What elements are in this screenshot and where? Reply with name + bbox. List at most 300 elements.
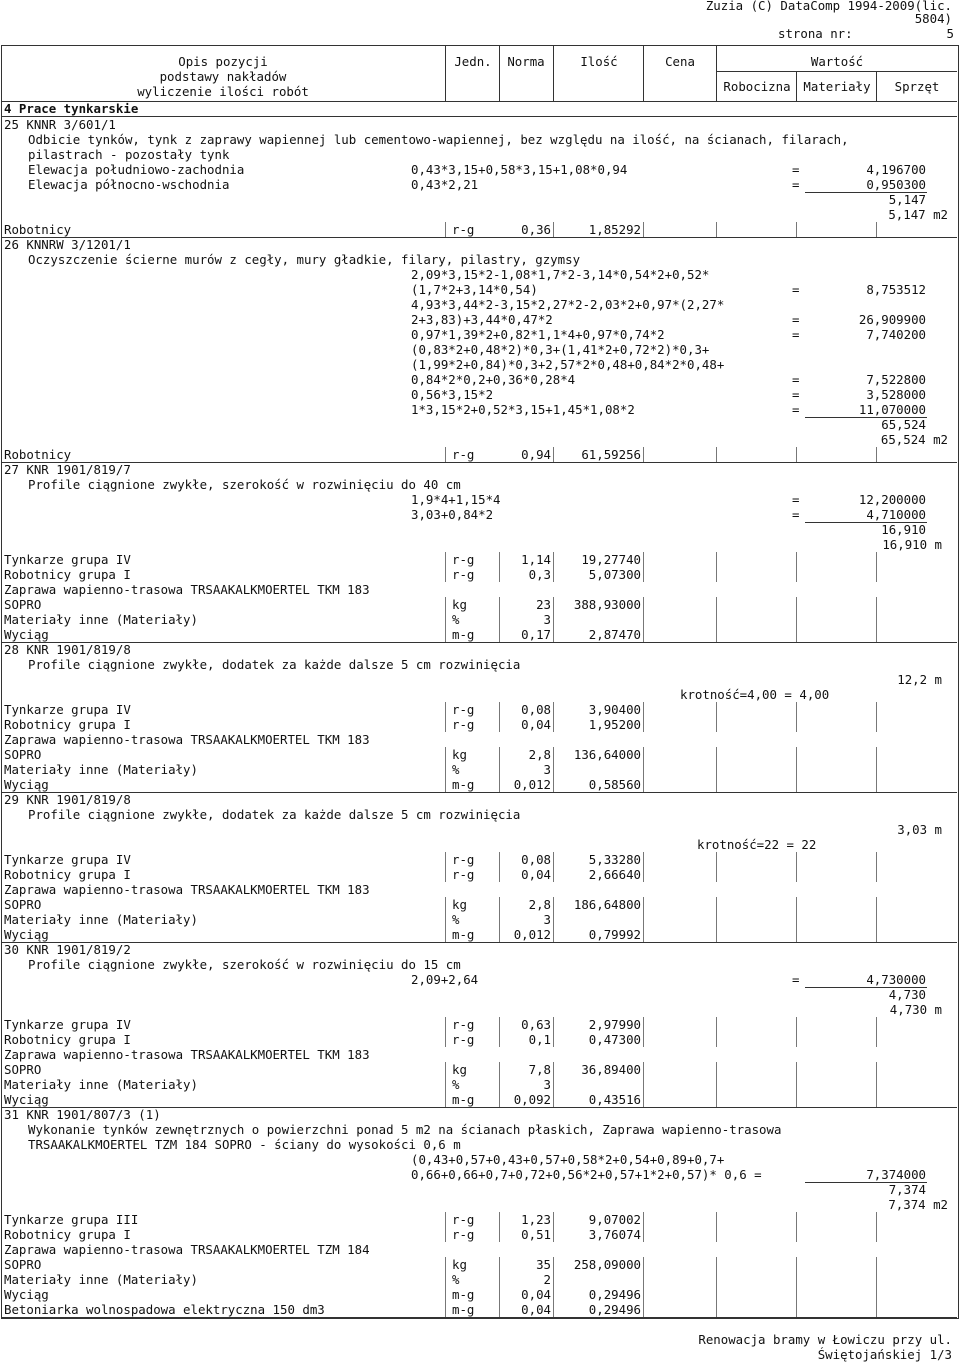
grid-line: [716, 1257, 717, 1272]
resource-unit: r-g: [452, 717, 475, 732]
p29-code: 29 KNR 1901/819/8: [4, 792, 131, 807]
grid-line: [876, 897, 877, 912]
p27-v2: 4,710000: [866, 507, 926, 522]
grid-line: [499, 1062, 500, 1077]
resource-unit: r-g: [452, 1017, 475, 1032]
grid-line: [796, 762, 797, 777]
grid-line: [553, 702, 554, 717]
resource-name: Robotnicy: [4, 447, 72, 462]
resource-unit: m-g: [452, 1287, 475, 1302]
resource-name: Betoniarka wolnospadowa elektryczna 150 dm3: [4, 1302, 325, 1317]
grid-line: [553, 1287, 554, 1302]
grid-line: [643, 1017, 644, 1032]
resource-norma: 3: [543, 912, 551, 927]
resource-ilosc: 36,89400: [581, 1062, 641, 1077]
copyright-line2: 5804): [914, 11, 952, 26]
grid-line: [716, 897, 717, 912]
grid-line: [876, 852, 877, 867]
grid-line: [553, 747, 554, 762]
p27-f1: 1,9*4+1,15*4: [411, 492, 501, 507]
resource-name: Zaprawa wapienno-trasowa TRSAAKALKMOERTEL TKM 183: [4, 1047, 370, 1062]
grid-line: [499, 597, 500, 612]
grid-line: [796, 852, 797, 867]
grid-line: [499, 1302, 500, 1317]
grid-line: [796, 612, 797, 627]
p26-total: 65,524 m2: [880, 432, 948, 447]
grid-line: [445, 1302, 446, 1317]
grid-line: [876, 762, 877, 777]
grid-line: [796, 867, 797, 882]
p25-code: 25 KNNR 3/601/1: [4, 117, 116, 132]
grid-line: [716, 1077, 717, 1092]
p27-eq: =: [792, 492, 800, 507]
grid-line: [643, 1302, 644, 1317]
p26-v3: 7,740200: [866, 327, 926, 342]
grid-line: [716, 1092, 717, 1107]
grid-line: [553, 1062, 554, 1077]
resource-unit: r-g: [452, 852, 475, 867]
grid-line: [716, 702, 717, 717]
resource-unit: r-g: [452, 1032, 475, 1047]
p25-c2-val: 0,950300: [866, 177, 926, 192]
p26-v6: 11,070000: [858, 402, 926, 417]
grid-line: [499, 852, 500, 867]
grid-line: [876, 1272, 877, 1287]
resource-name: Wyciąg: [4, 627, 49, 642]
grid-line: [716, 912, 717, 927]
resource-ilosc: 3,76074: [588, 1227, 641, 1242]
p25-total: 5,147 m2: [888, 207, 948, 222]
grid-line: [643, 777, 644, 792]
resource-norma: 0,012: [513, 927, 551, 942]
position-separator: [1, 642, 957, 643]
grid-line: [876, 867, 877, 882]
grid-line: [499, 762, 500, 777]
grid-line: [876, 627, 877, 642]
grid-line: [499, 567, 500, 582]
grid-line: [553, 612, 554, 627]
p30-eq: =: [792, 972, 800, 987]
grid-line: [499, 867, 500, 882]
grid-line: [553, 1257, 554, 1272]
resource-name: Wyciąg: [4, 927, 49, 942]
grid-line: [716, 552, 717, 567]
p26-desc1: Oczyszczenie ścierne murów z cegły, mury gładkie, filary, pilastry, gzymsy: [28, 252, 581, 267]
grid-line: [796, 1272, 797, 1287]
resource-norma: 1,14: [521, 552, 551, 567]
col-materialy: Materiały: [803, 79, 871, 94]
resource-norma: 0,36: [521, 222, 551, 237]
p25-c1-eq: =: [792, 162, 800, 177]
grid-line: [876, 777, 877, 792]
resource-ilosc: 3,90400: [588, 702, 641, 717]
grid-line: [445, 717, 446, 732]
p26-f5: 0,56*3,15*2: [411, 387, 494, 402]
p28-code: 28 KNR 1901/819/8: [4, 642, 131, 657]
resource-name: Wyciąg: [4, 1092, 49, 1107]
resource-unit: %: [452, 912, 460, 927]
grid-line: [553, 1092, 554, 1107]
resource-unit: r-g: [452, 552, 475, 567]
grid-line: [553, 552, 554, 567]
grid-line: [876, 1212, 877, 1227]
p25-c1-label: Elewacja południowo-zachodnia: [28, 162, 245, 177]
grid-line: [499, 912, 500, 927]
p26-f4a: (0,83*2+0,48*2)*0,3+(1,41*2+0,72*2)*0,3+: [411, 342, 710, 357]
resource-name: Wyciąg: [4, 1287, 49, 1302]
resource-name: Materiały inne (Materiały): [4, 1077, 198, 1092]
p27-eq: =: [792, 507, 800, 522]
grid-line: [796, 1017, 797, 1032]
grid-line: [553, 567, 554, 582]
p30-total: 4,730 m: [889, 1002, 942, 1017]
p29-desc1: Profile ciągnione zwykłe, dodatek za każde dalsze 5 cm rozwinięcia: [28, 807, 521, 822]
p31-f1b: 0,66+0,66+0,7+0,72+0,56*2+0,57+1*2+0,57)* 0,6 =: [411, 1167, 762, 1182]
resource-norma: 0,08: [521, 852, 551, 867]
grid-line: [796, 1257, 797, 1272]
resource-unit: r-g: [452, 702, 475, 717]
col-ilosc: Ilość: [580, 54, 618, 69]
grid-line: [445, 1032, 446, 1047]
grid-line: [876, 1017, 877, 1032]
grid-line: [876, 1302, 877, 1317]
resource-norma: 1,23: [521, 1212, 551, 1227]
resource-ilosc: 0,29496: [588, 1302, 641, 1317]
grid-line: [796, 927, 797, 942]
grid-line: [796, 717, 797, 732]
resource-name: Tynkarze grupa IV: [4, 852, 131, 867]
p27-v1: 12,200000: [858, 492, 926, 507]
col-cena: Cena: [665, 54, 695, 69]
grid-line: [553, 852, 554, 867]
col-opis-3: wyliczenie ilości robót: [137, 84, 309, 99]
grid-line: [643, 1287, 644, 1302]
resource-ilosc: 258,09000: [573, 1257, 641, 1272]
resource-norma: 0,17: [521, 627, 551, 642]
resource-norma: 0,94: [521, 447, 551, 462]
footer-line2: Świętojańskiej 1/3: [817, 1347, 952, 1362]
resource-name: SOPRO: [4, 1062, 42, 1077]
resource-ilosc: 186,64800: [573, 897, 641, 912]
grid-line: [553, 777, 554, 792]
resource-unit: %: [452, 762, 460, 777]
grid-line: [643, 1062, 644, 1077]
resource-unit: m-g: [452, 927, 475, 942]
p29-total: 3,03 m: [897, 822, 942, 837]
grid-line: [445, 867, 446, 882]
grid-line: [716, 717, 717, 732]
p26-f2b: 2+3,83)+3,44*0,47*2: [411, 312, 553, 327]
grid-line: [643, 867, 644, 882]
grid-line: [445, 747, 446, 762]
resource-name: Zaprawa wapienno-trasowa TRSAAKALKMOERTEL TZM 184: [4, 1242, 370, 1257]
resource-name: Zaprawa wapienno-trasowa TRSAAKALKMOERTEL TKM 183: [4, 732, 370, 747]
grid-line: [796, 1227, 797, 1242]
grid-line: [445, 552, 446, 567]
p26-eq: =: [792, 282, 800, 297]
grid-line: [716, 1062, 717, 1077]
grid-line: [643, 1077, 644, 1092]
p25-sum: 5,147: [888, 192, 926, 207]
resource-norma: 2,8: [528, 747, 551, 762]
resource-unit: m-g: [452, 777, 475, 792]
grid-line: [643, 597, 644, 612]
resource-name: Robotnicy grupa I: [4, 1032, 131, 1047]
grid-line: [796, 1077, 797, 1092]
p26-v5: 3,528000: [866, 387, 926, 402]
grid-line: [796, 1032, 797, 1047]
grid-line: [796, 777, 797, 792]
resource-unit: %: [452, 1272, 460, 1287]
resource-name: Tynkarze grupa III: [4, 1212, 139, 1227]
grid-line: [643, 747, 644, 762]
p31-total: 7,374 m2: [888, 1197, 948, 1212]
resource-norma: 2,8: [528, 897, 551, 912]
grid-line: [716, 627, 717, 642]
p26-f6: 1*3,15*2+0,52*3,15+1,45*1,08*2: [411, 402, 635, 417]
p30-sum: 4,730: [888, 987, 926, 1002]
grid-line: [643, 1227, 644, 1242]
p31-f1a: (0,43+0,57+0,43+0,57+0,58*2+0,54+0,89+0,7+: [411, 1152, 725, 1167]
p26-f4c: 0,84*2*0,2+0,36*0,28*4: [411, 372, 576, 387]
resource-ilosc: 1,95200: [588, 717, 641, 732]
grid-line: [876, 1062, 877, 1077]
resource-ilosc: 0,29496: [588, 1287, 641, 1302]
grid-line: [553, 1302, 554, 1317]
grid-line: [445, 1062, 446, 1077]
col-robocizna: Robocizna: [723, 79, 791, 94]
grid-line: [876, 1032, 877, 1047]
grid-line: [553, 912, 554, 927]
p31-desc2: TRSAAKALKMOERTEL TZM 184 SOPRO - ściany do wysokości 0,6 m: [28, 1137, 461, 1152]
grid-line: [445, 1077, 446, 1092]
grid-line: [716, 1212, 717, 1227]
p25-desc2: pilastrach - pozostały tynk: [28, 147, 230, 162]
resource-unit: r-g: [452, 222, 475, 237]
grid-line: [796, 897, 797, 912]
col-opis-2: podstawy nakładów: [159, 69, 287, 84]
resource-unit: kg: [452, 597, 467, 612]
grid-line: [553, 627, 554, 642]
resource-norma: 0,04: [521, 1302, 551, 1317]
resource-name: Wyciąg: [4, 777, 49, 792]
resource-unit: %: [452, 1077, 460, 1092]
resource-ilosc: 61,59256: [581, 447, 641, 462]
grid-line: [796, 747, 797, 762]
resource-norma: 7,8: [528, 1062, 551, 1077]
col-sprzet: Sprzęt: [894, 79, 940, 94]
resource-name: Robotnicy grupa I: [4, 867, 131, 882]
p30-desc1: Profile ciągnione zwykłe, szerokość w rozwinięciu do 15 cm: [28, 957, 461, 972]
resource-norma: 0,04: [521, 867, 551, 882]
grid-line: [643, 552, 644, 567]
grid-line: [643, 1212, 644, 1227]
position-separator: [1, 1317, 957, 1318]
grid-line: [876, 1257, 877, 1272]
grid-line: [553, 927, 554, 942]
resource-unit: kg: [452, 897, 467, 912]
resource-name: Materiały inne (Materiały): [4, 912, 198, 927]
p28-desc1: Profile ciągnione zwykłe, dodatek za każde dalsze 5 cm rozwinięcia: [28, 657, 521, 672]
grid-line: [796, 702, 797, 717]
p26-eq: =: [792, 312, 800, 327]
resource-ilosc: 0,43516: [588, 1092, 641, 1107]
p30-f1: 2,09+2,64: [411, 972, 479, 987]
page-number: 5: [946, 26, 954, 41]
resource-name: Robotnicy: [4, 222, 72, 237]
grid-line: [716, 1287, 717, 1302]
col-opis-1: Opis pozycji: [178, 54, 268, 69]
resource-name: Robotnicy grupa I: [4, 567, 131, 582]
resource-unit: r-g: [452, 1212, 475, 1227]
grid-line: [716, 777, 717, 792]
grid-line: [796, 1287, 797, 1302]
p28-total: 12,2 m: [897, 672, 942, 687]
grid-line: [445, 567, 446, 582]
resource-ilosc: 5,33280: [588, 852, 641, 867]
grid-line: [553, 1227, 554, 1242]
grid-line: [716, 1032, 717, 1047]
resource-norma: 3: [543, 762, 551, 777]
grid-line: [445, 1272, 446, 1287]
p26-eq: =: [792, 387, 800, 402]
resource-unit: r-g: [452, 867, 475, 882]
p26-f4b: (1,99*2+0,84)*0,3+2,57*2*0,48+0,84*2*0,48+: [411, 357, 725, 372]
grid-line: [796, 1302, 797, 1317]
grid-line: [716, 612, 717, 627]
resource-norma: 0,08: [521, 702, 551, 717]
p27-sum: 16,910: [881, 522, 926, 537]
grid-line: [643, 612, 644, 627]
grid-line: [499, 1017, 500, 1032]
p31-code: 31 KNR 1901/807/3 (1): [4, 1107, 161, 1122]
grid-line: [643, 912, 644, 927]
grid-line: [796, 1062, 797, 1077]
grid-line: [796, 567, 797, 582]
p30-code: 30 KNR 1901/819/2: [4, 942, 131, 957]
resource-unit: m-g: [452, 1302, 475, 1317]
grid-line: [499, 627, 500, 642]
grid-line: [445, 612, 446, 627]
footer-line1: Renowacja bramy w Łowiczu przy ul.: [698, 1332, 952, 1347]
grid-line: [716, 1272, 717, 1287]
resource-name: Zaprawa wapienno-trasowa TRSAAKALKMOERTEL TKM 183: [4, 882, 370, 897]
grid-line: [499, 1287, 500, 1302]
grid-line: [553, 762, 554, 777]
grid-line: [643, 762, 644, 777]
resource-norma: 0,3: [528, 567, 551, 582]
grid-line: [499, 702, 500, 717]
p25-desc1: Odbicie tynków, tynk z zaprawy wapiennej lub cementowo-wapiennej, bez względu na ilość, na ścianach, filarach,: [28, 132, 849, 147]
p26-eq: =: [792, 402, 800, 417]
resource-name: SOPRO: [4, 897, 42, 912]
resource-ilosc: 1,85292: [588, 222, 641, 237]
col-wartosc: Wartość: [810, 54, 864, 69]
grid-line: [643, 1092, 644, 1107]
grid-line: [643, 627, 644, 642]
resource-name: Materiały inne (Materiały): [4, 762, 198, 777]
grid-line: [499, 1092, 500, 1107]
grid-line: [553, 1272, 554, 1287]
p27-f2: 3,03+0,84*2: [411, 507, 494, 522]
grid-line: [876, 912, 877, 927]
grid-line: [553, 867, 554, 882]
resource-ilosc: 9,07002: [588, 1212, 641, 1227]
grid-line: [499, 927, 500, 942]
resource-unit: kg: [452, 1062, 467, 1077]
page-label: strona nr:: [778, 26, 853, 41]
grid-line: [643, 897, 644, 912]
resource-norma: 0,092: [513, 1092, 551, 1107]
grid-line: [876, 927, 877, 942]
p28-multiplier: krotność=4,00 = 4,00: [680, 687, 830, 702]
grid-line: [553, 597, 554, 612]
resource-name: SOPRO: [4, 597, 42, 612]
resource-name: Tynkarze grupa IV: [4, 552, 131, 567]
resource-norma: 0,012: [513, 777, 551, 792]
p26-eq: =: [792, 327, 800, 342]
grid-line: [445, 852, 446, 867]
resource-norma: 0,04: [521, 717, 551, 732]
grid-line: [499, 747, 500, 762]
p26-f3: 0,97*1,39*2+0,82*1,1*4+0,97*0,74*2: [411, 327, 665, 342]
grid-line: [716, 1302, 717, 1317]
resource-unit: r-g: [452, 447, 475, 462]
resource-ilosc: 0,47300: [588, 1032, 641, 1047]
grid-line: [499, 777, 500, 792]
grid-line: [876, 612, 877, 627]
resource-unit: kg: [452, 1257, 467, 1272]
grid-line: [445, 1257, 446, 1272]
p26-code: 26 KNNRW 3/1201/1: [4, 237, 131, 252]
resource-norma: 23: [536, 597, 551, 612]
grid-line: [445, 627, 446, 642]
grid-line: [876, 597, 877, 612]
grid-line: [796, 1212, 797, 1227]
grid-line: [445, 597, 446, 612]
p26-v2: 26,909900: [858, 312, 926, 327]
p25-c2-formula: 0,43*2,21: [411, 177, 479, 192]
resource-name: Zaprawa wapienno-trasowa TRSAAKALKMOERTEL TKM 183: [4, 582, 370, 597]
resource-ilosc: 2,97990: [588, 1017, 641, 1032]
resource-ilosc: 136,64000: [573, 747, 641, 762]
resource-name: Materiały inne (Materiały): [4, 1272, 198, 1287]
grid-line: [499, 1227, 500, 1242]
resource-norma: 0,1: [528, 1032, 551, 1047]
grid-line: [876, 1227, 877, 1242]
grid-line: [643, 852, 644, 867]
grid-line: [445, 912, 446, 927]
resource-unit: %: [452, 612, 460, 627]
p29-multiplier: krotność=22 = 22: [697, 837, 817, 852]
grid-line: [499, 552, 500, 567]
p27-total: 16,910 m: [882, 537, 942, 552]
resource-norma: 0,63: [521, 1017, 551, 1032]
grid-line: [445, 897, 446, 912]
resource-name: Materiały inne (Materiały): [4, 612, 198, 627]
resource-name: SOPRO: [4, 747, 42, 762]
resource-norma: 3: [543, 1077, 551, 1092]
grid-line: [643, 717, 644, 732]
section-title: 4 Prace tynkarskie: [4, 101, 139, 116]
resource-norma: 3: [543, 612, 551, 627]
grid-line: [716, 867, 717, 882]
resource-ilosc: 0,79992: [588, 927, 641, 942]
resource-norma: 35: [536, 1257, 551, 1272]
resource-ilosc: 0,58560: [588, 777, 641, 792]
resource-name: Tynkarze grupa IV: [4, 1017, 131, 1032]
grid-line: [643, 1272, 644, 1287]
